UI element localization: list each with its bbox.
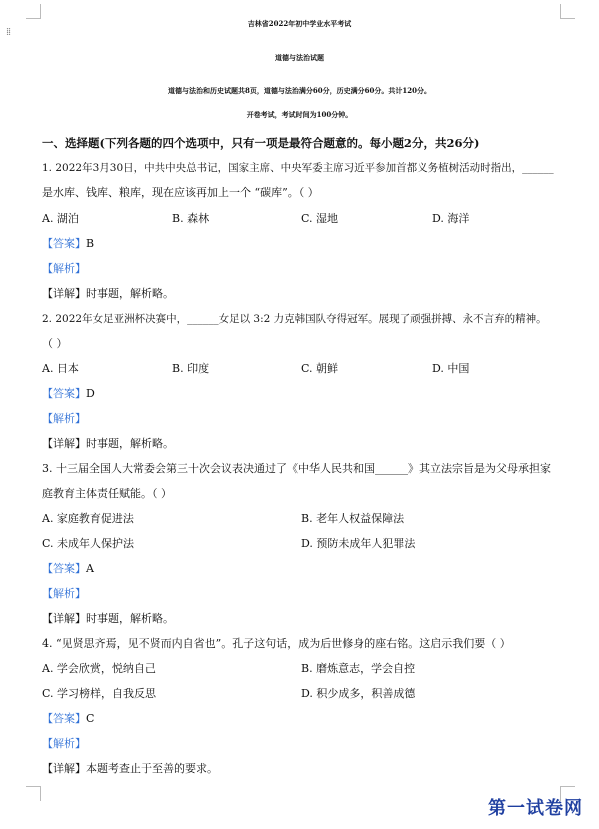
question-3-analysis-label: 【解析】 xyxy=(42,587,86,600)
crop-mark-top-right xyxy=(560,4,575,19)
question-3-detail xyxy=(42,612,174,626)
question-4-analysis-label: 【解析】 xyxy=(42,737,86,750)
question-3-stem-line-2: 庭教育主体责任赋能。（ ） xyxy=(42,487,172,500)
question-3-stem-line-1: 3. 十三届全国人大常委会第三十次会议表决通过了《中华人民共和国______》其立法宗旨是为父母承担家 xyxy=(42,462,551,475)
question-2-option-c: C. 朝鲜 xyxy=(301,362,339,375)
detail-text: 本题考查止于至善的要求。 xyxy=(86,762,218,775)
question-3-option-b: B. 老年人权益保障法 xyxy=(301,512,405,525)
question-4-detail xyxy=(42,762,218,776)
answer-label: 【答案】 xyxy=(42,237,86,250)
exam-info-line-1: 道德与法治和历史试题共8页，道德与法治满分60分，历史满分60分。共计120分。 xyxy=(168,86,431,95)
question-2-stem-line-1: 2. 2022年女足亚洲杯决赛中，______女足以 3:2 力克韩国队夺得冠军。展现了顽强拼搏、永不言弃的精神。 xyxy=(42,313,547,325)
question-1-option-a: A. 湖泊 xyxy=(42,212,79,225)
question-3-answer xyxy=(42,562,94,576)
question-1-detail xyxy=(42,287,174,301)
question-1-option-d: D. 海洋 xyxy=(432,212,470,225)
question-3-option-c: C. 未成年人保护法 xyxy=(42,537,135,550)
question-4-option-c: C. 学习榜样，自我反思 xyxy=(42,687,157,700)
question-4-answer xyxy=(42,712,94,726)
question-1-option-c: C. 湿地 xyxy=(301,212,339,225)
answer-label: 【答案】 xyxy=(42,562,86,575)
detail-text: 时事题，解析略。 xyxy=(86,437,174,450)
question-3-option-d: D. 预防未成年人犯罪法 xyxy=(301,537,416,550)
question-4-option-a: A. 学会欣赏，悦纳自己 xyxy=(42,662,156,675)
answer-label: 【答案】 xyxy=(42,387,86,400)
question-2-option-a: A. 日本 xyxy=(42,362,79,375)
question-2-detail xyxy=(42,437,174,451)
question-1-analysis-label: 【解析】 xyxy=(42,262,86,275)
answer-value: D xyxy=(86,387,95,400)
site-watermark-logo: 第一试卷网 xyxy=(488,798,583,819)
question-4-option-b: B. 磨炼意志，学会自控 xyxy=(301,662,416,675)
exam-title: 吉林省2022年初中学业水平考试 xyxy=(247,19,352,28)
detail-label: 【详解】 xyxy=(42,437,86,450)
detail-text: 时事题，解析略。 xyxy=(86,287,174,300)
question-4-stem-line-1: 4. “见贤思齐焉，见不贤而内自省也”。孔子这句话，成为后世修身的座右铭。这启示我们要（ ） xyxy=(42,637,511,650)
crop-mark-bottom-left xyxy=(26,786,41,801)
section-title: 一、选择题(下列各题的四个选项中，只有一项是最符合题意的。每小题2分，共26分) xyxy=(42,136,480,150)
answer-label: 【答案】 xyxy=(42,712,86,725)
crop-mark-top-left xyxy=(26,4,41,19)
exam-info-line-2: 开卷考试，考试时间为100分钟。 xyxy=(246,110,353,119)
question-1-stem-line-2: 是水库、钱库、粮库，现在应该再加上一个 “碳库”。（ ） xyxy=(42,186,319,199)
answer-value: C xyxy=(86,712,95,725)
answer-value: B xyxy=(86,237,95,250)
question-2-analysis-label: 【解析】 xyxy=(42,412,86,425)
drag-handle-icon[interactable]: ⁞⁞ xyxy=(6,25,11,38)
question-2-answer xyxy=(42,387,95,401)
question-1-option-b: B. 森林 xyxy=(172,212,210,225)
question-2-stem-line-2: （ ） xyxy=(42,337,68,350)
exam-subtitle: 道德与法治试题 xyxy=(275,53,324,62)
question-1-stem-line-1: 1. 2022年3月30日，中共中央总书记，国家主席、中央军委主席习近平参加首都义务植树活动时指出，______ xyxy=(42,162,554,174)
question-2-option-d: D. 中国 xyxy=(432,362,470,375)
detail-label: 【详解】 xyxy=(42,287,86,300)
question-2-option-b: B. 印度 xyxy=(172,362,210,375)
detail-label: 【详解】 xyxy=(42,612,86,625)
answer-value: A xyxy=(86,562,94,575)
detail-text: 时事题，解析略。 xyxy=(86,612,174,625)
detail-label: 【详解】 xyxy=(42,762,86,775)
question-3-option-a: A. 家庭教育促进法 xyxy=(42,512,134,525)
question-4-option-d: D. 积少成多，积善成德 xyxy=(301,687,416,700)
question-1-answer xyxy=(42,237,94,251)
